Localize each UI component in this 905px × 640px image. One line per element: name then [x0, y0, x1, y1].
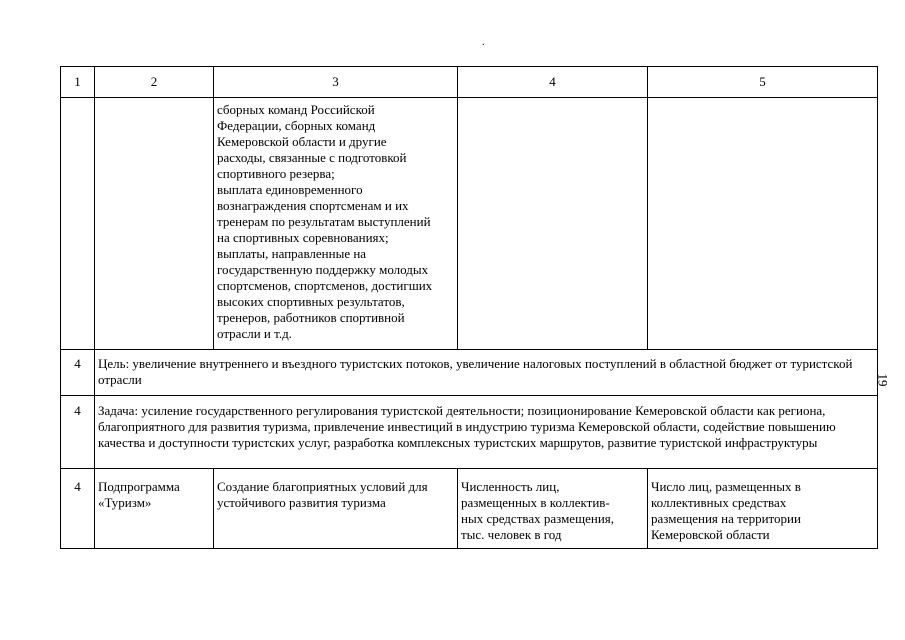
- text-line: тыс. человек в год: [461, 527, 562, 542]
- row-number: 4: [61, 350, 95, 396]
- text-line: Число лиц, размещенных в: [651, 479, 801, 494]
- text-line: отрасли и т.д.: [217, 326, 292, 341]
- subprogram-calculation: [648, 469, 878, 549]
- text-line: размещенных в коллектив-: [461, 495, 610, 510]
- column-header: 4: [458, 67, 648, 98]
- text-line: размещения на территории: [651, 511, 801, 526]
- table-cell-empty: [648, 98, 878, 350]
- table-row-continuation: [61, 98, 878, 350]
- table-row-task: [61, 396, 878, 469]
- table-row-goal: [61, 350, 878, 396]
- text-line: тренеров, работников спортивной: [217, 310, 405, 325]
- goal-text: Цель: увеличение внутреннего и въездного туристских потоков, увеличение налоговых поступлений в областной бюджет от туристской отрасли: [95, 350, 878, 396]
- table-header-row: [61, 67, 878, 98]
- text-line: коллективных средствах: [651, 495, 787, 510]
- text-line: Федерации, сборных команд: [217, 118, 376, 133]
- text-line: вознаграждения спортсменам и их: [217, 198, 409, 213]
- text-line: Подпрограмма: [98, 479, 180, 494]
- text-line: спортсменов, спортсменов, достигших: [217, 278, 433, 293]
- column-header: 2: [95, 67, 214, 98]
- text-line: Численность лиц,: [461, 479, 560, 494]
- row-number: 4: [61, 396, 95, 469]
- text-line: ных средствах размещения,: [461, 511, 615, 526]
- column-header: 5: [648, 67, 878, 98]
- subprogram-name: [95, 469, 214, 549]
- text-line: Кемеровской области и другие: [217, 134, 387, 149]
- text-line: на спортивных соревнованиях;: [217, 230, 389, 245]
- column-header: 1: [61, 67, 95, 98]
- table-row-subprogram: [61, 469, 878, 549]
- text-line: выплаты, направленные на: [217, 246, 367, 261]
- program-table: [60, 66, 878, 549]
- text-line: сборных команд Российской: [217, 102, 375, 117]
- header-dot: .: [482, 37, 485, 48]
- text-line: устойчивого развития туризма: [217, 495, 386, 510]
- task-text: Задача: усиление государственного регулирования туристской деятельности; позиционирование Кемеровской области как региона, благоприятного для развития туризма, привлечение инвестиций в индустрию туризма Кемеровской области, содействие повышению качества и доступности туристских услуг, разработка комплексных туристских маршрутов, развитие туристской инфраструктуры: [95, 396, 878, 469]
- table-cell-measures: [214, 98, 458, 350]
- text-line: Кемеровской области: [651, 527, 770, 542]
- text-line: выплата единовременного: [217, 182, 363, 197]
- subprogram-objective: [214, 469, 458, 549]
- text-line: «Туризм»: [98, 495, 152, 510]
- table-cell-empty: [458, 98, 648, 350]
- column-header: 3: [214, 67, 458, 98]
- text-line: расходы, связанные с подготовкой: [217, 150, 407, 165]
- text-line: тренерам по результатам выступлений: [217, 214, 431, 229]
- text-line: спортивного резерва;: [217, 166, 335, 181]
- text-line: государственную поддержку молодых: [217, 262, 429, 277]
- subprogram-indicator: [458, 469, 648, 549]
- page-number: 19: [875, 373, 891, 387]
- table-cell-empty: [95, 98, 214, 350]
- table-cell-empty: [61, 98, 95, 350]
- text-line: Создание благоприятных условий для: [217, 479, 428, 494]
- text-line: высоких спортивных результатов,: [217, 294, 405, 309]
- row-number: 4: [61, 469, 95, 549]
